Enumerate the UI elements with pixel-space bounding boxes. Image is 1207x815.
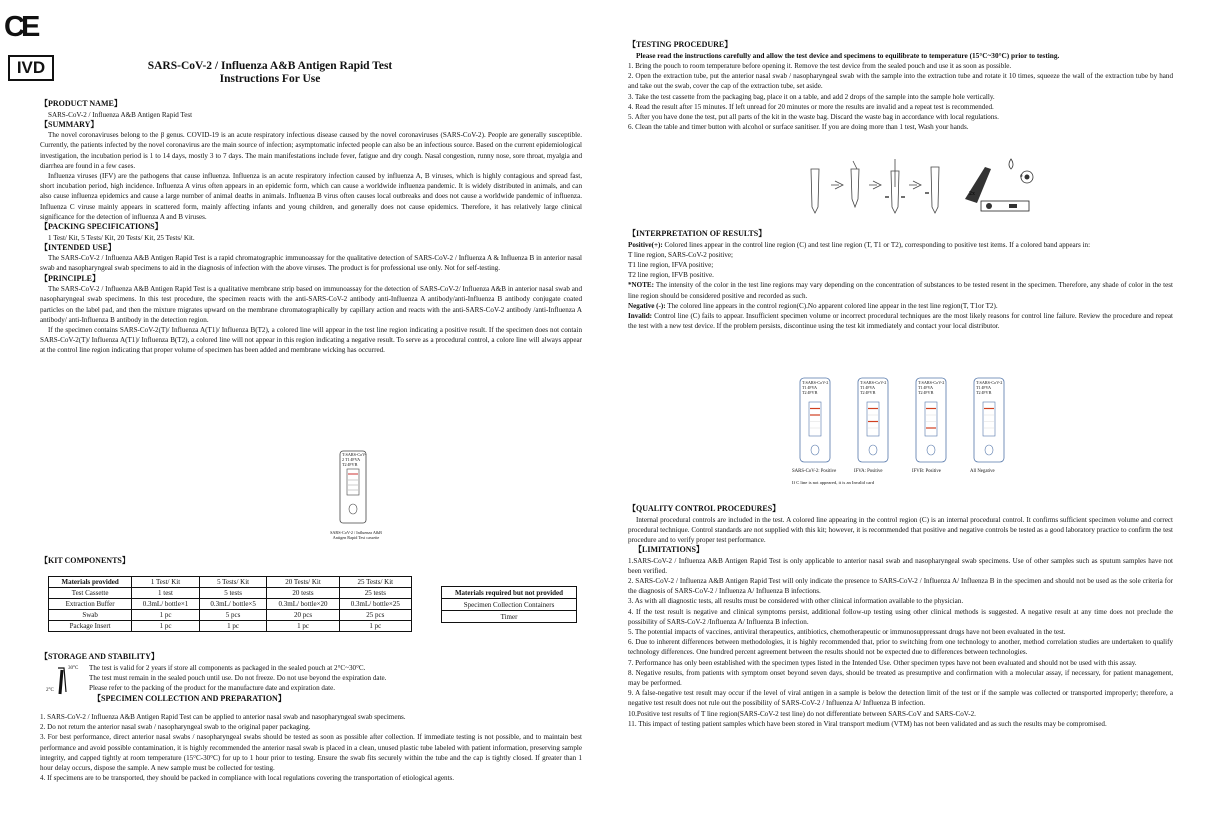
result-caption: IFVB: Positive [912, 469, 941, 474]
right-column-top [628, 40, 1173, 132]
invalid-text: Control line (C) fails to appear. Insufficient specimen volume or incorrect procedural techniques are the most likely reasons for control line failure. Review the procedure and repeat the test with a new test device. If the problem persists, discontinue using the test kit immediately and contact your local distributor. [628, 311, 1173, 331]
result-cassette [792, 376, 848, 474]
summary-paragraph-2: Influenza viruses (IFV) are the pathogens that cause influenza. Influenza is an acute respiratory infection caused by influenza A, B viruses, which is highly contagious and spread fast, short incubation period, high incidence. Influenza A virus often appears in an epidemic form, which can cause a worldwide influenza pandemic. It is widely distributed in animals, and can also cause influenza epidemics and cause a large number of animal deaths in animals. Influenza B virus often causes local outbreaks and does not cause a worldwide pandemic of influenza. Influenza C viruse mainly appears in scattered form, mainly affecting infants and young children, and generally does not cause epidemics. Therefore, it has relatively large clinical significance for the detection of influenza A and B viruses. [40, 172, 582, 221]
title-line-2: Instructions For Use [219, 73, 321, 85]
cassette-line-label: T:SARS-CoV-2 T1:IFVA T2:IFVB [860, 380, 887, 395]
left-column [40, 99, 582, 356]
limitation-item: 5. The potential impacts of vaccines, antiviral therapeutics, antibiotics, chemotherapeutic or immunosuppressant drugs have not been evaluated in the test. [628, 628, 1066, 637]
kit-table-cell: 25 pcs [339, 610, 411, 621]
specimen-item-1: 1. SARS-CoV-2 / Influenza A&B Antigen Rapid Test can be applied to anterior nasal swab and nasopharyngeal swab specimens. [40, 713, 406, 721]
kit-table-cell: 1 pc [267, 621, 339, 632]
intended-use-heading: 【INTENDED USE】 [40, 242, 116, 252]
invalid-label: Invalid: [628, 311, 653, 320]
kit-table-cell: 20 pcs [267, 610, 339, 621]
kit-components-heading: 【KIT COMPONENTS】 [40, 556, 130, 565]
materials-required-table [441, 586, 577, 623]
kit-table-header-cell: 20 Tests/ Kit [267, 577, 339, 588]
positive-label: Positive(+): [628, 240, 663, 249]
product-name-text: SARS-CoV-2 / Influenza A&B Antigen Rapid Test [48, 110, 193, 119]
positive-text: Colored lines appear in the control line region (C) and test line region (T, T1 or T2), corresponding to positive test items. If a colored band appears in: [662, 240, 1091, 249]
specimen-item-2: 2. Do not return the anterior nasal swab / nasopharyngeal swab to the original paper packaging. [40, 723, 311, 732]
specimen-section [40, 712, 582, 783]
kit-table-row [49, 610, 412, 621]
limitation-item: 9. A false-negative test result may occur if the level of viral antigen in a sample is below the detection limit of the test or if the sample was collected or transported improperly; therefore, a negative test result does not rule out the possibility of SARS-CoV-2 / Influenza A/ Influenza B infection. [628, 689, 1173, 708]
note-label: *NOTE: [628, 281, 655, 290]
temp-high-label: 30°C [68, 666, 79, 671]
result-cassette [966, 376, 1022, 474]
limitation-item: 4. If the test result is negative and clinical symptoms persist, additional follow-up testing using other clinical methods is suggested. A negative result at any time does not preclude the possibility of SARS-CoV-2 /Influenza A/ Influenza B infection. [628, 607, 1173, 626]
kit-table-cell: 0.3mL/ bottle×5 [199, 599, 267, 610]
storage-line-3: Please refer to the packing of the product for the manufacture date and expiration date. [89, 684, 336, 693]
testing-step-4: 4. Read the result after 15 minutes. If left unread for 20 minutes or more the results are invalid and a repeat test is recommended. [628, 102, 994, 111]
testing-step-3: 3. Take the test cassette from the packaging bag, place it on a table, and add 2 drops of the sample into the sample hole vertically. [628, 92, 995, 101]
kit-table-header-cell: 1 Test/ Kit [132, 577, 200, 588]
storage-line-1: The test is valid for 2 years if store all components as packaged in the sealed pouch at 2°C~30°C. [89, 664, 366, 672]
interpretation-heading: 【INTERPRETATION OF RESULTS】 [628, 229, 767, 238]
ivd-mark-logo: IVD [8, 55, 54, 81]
req-table-row: Timer [442, 611, 577, 623]
limitation-item: 2. SARS-CoV-2 / Influenza A&B Antigen Rapid Test will only indicate the presence to SARS-CoV-2 / Influenza A/ Influenza B in the specimen and should not be used as the sole criteria for the diagnosis of SARS-CoV-2 / Influenza A/ Influenza B infections. [628, 577, 1173, 596]
kit-table-cell: Extraction Buffer [49, 599, 132, 610]
kit-table-header-cell: 5 Tests/ Kit [199, 577, 267, 588]
ce-mark-logo: CE [4, 11, 37, 43]
kit-table-row [49, 599, 412, 610]
specimen-item-3: 3. For best performance, direct anterior nasal swabs / nasopharyngeal swabs should be tested as soon as possible after collection. If immediate testing is not possible, and to maintain best performance and avoid possible contamination, it is highly recommended the anterior nasal swab is placed in a clean, unused plastic tube labeled with patient information, preserving sample integrity, and capped tightly at room temperature (15°C-30°C) for up to 1 hour prior to testing. Ensure the swab fits securely within the tube and the cap is tightly closed. If greater than 1 hour delay occurs, dispose the sample. A new sample must be collected for testing. [40, 733, 582, 773]
packing-heading: 【PACKING SPECIFICATIONS】 [40, 222, 163, 232]
kit-table-cell: 1 test [132, 588, 200, 599]
result-cassette [908, 376, 964, 474]
principle-paragraph-2: If the specimen contains SARS-CoV-2(T)/ Influenza A(T1)/ Influenza B(T2), a colored line will appear in the test line region indicating a positive result. If the specimen does not contain SARS-CoV-2(T)/ Influenza A(T1)/ Influenza B(T2), a colored line will not appear in this region indicating a negative result. To serve as a procedural control, a colore line will always appear at the control line region indicating that proper volume of specimen has been added and membrane wicking has occurred. [40, 325, 582, 355]
testing-step-2: 2. Open the extraction tube, put the anterior nasal swab / nasopharyngeal swab with the sample into the extraction tube and rotate it 10 times, squeeze the wall of the extraction tube by hand and take out the swab, cover the cap of the extraction tube, set aside. [628, 72, 1173, 91]
kit-table-cell: 25 tests [339, 588, 411, 599]
limitations-list [628, 556, 1173, 729]
testing-procedure-notice: Please read the instructions carefully and allow the test device and specimens to equilibrate to temperature (15°C~30°C) prior to testing. [636, 50, 1060, 60]
positive-t1-line: T1 line region, IFVA positive; [628, 260, 714, 269]
temperature-limit-icon [44, 664, 84, 700]
testing-step-6: 6. Clean the table and timer button with alcohol or surface sanitiser. If you are doing more than 1 test, Wash your hands. [628, 123, 969, 132]
result-examples [792, 376, 1032, 486]
principle-heading: 【PRINCIPLE】 [40, 273, 101, 283]
kit-table-cell: 0.3mL/ bottle×25 [339, 599, 411, 610]
document-title [100, 60, 440, 86]
kit-table-cell: Package Insert [49, 621, 132, 632]
cassette-line-label: T:SARS-CoV-2 T1:IFVA T2:IFVB [976, 380, 1003, 395]
limitation-item: 7. Performance has only been established with the specimen types listed in the Intended Use. Other specimen types have not been evaluated and should not be used with this assay. [628, 658, 1137, 667]
kit-table-cell: 5 pcs [199, 610, 267, 621]
qc-limitations-section [628, 504, 1173, 729]
result-caption: IFVA: Positive [854, 469, 883, 474]
kit-table-cell: 1 pc [199, 621, 267, 632]
qc-heading: 【QUALITY CONTROL PROCEDURES】 [628, 504, 781, 513]
specimen-heading: 【SPECIMEN COLLECTION AND PREPARATION】 [93, 693, 286, 703]
negative-text: The colored line appears in the control region(C).No apparent colored line appear in the test line region(T, T1or T2). [665, 301, 998, 310]
limitation-item: 8. Negative results, from patients with symptom onset beyond seven days, should be treated as presumptive and confirmation with a molecular assay, if necessary, for patient management, may be performed. [628, 668, 1173, 688]
kit-table-cell: 1 pc [339, 621, 411, 632]
kit-table-header-cell: 25 Tests/ Kit [339, 577, 411, 588]
summary-heading: 【SUMMARY】 [40, 119, 99, 129]
cassette-line-label: T:SARS-CoV-2 T1:IFVA T2:IFVB [918, 380, 945, 395]
limitation-item: 10.Positive test results of T line region(SARS-CoV-2 test line) do not differentiate between SARS-CoV and SARS-CoV-2. [628, 709, 976, 718]
positive-t-line: T line region, SARS-CoV-2 positive; [628, 250, 734, 259]
principle-paragraph-1: The SARS-CoV-2 / Influenza A&B Antigen Rapid Test is a qualitative membrane strip based on immunoassay for the detection of SARS-CoV-2/ Influenza A&B in anterior nasal swab and nasopharyngeal swab specimens. In this test procedure, the specimen reacts with the anti-SARS-CoV-2 antibody anti-Influenza A antibody/anti-Influenza B antibody conjugate coated particles on the label pad, and then the mixture migrates upward on the membrane chromatographically by capillary action and reacts with the anti-SARS-CoV-2 antibody /anti-Influenza A antibody/ anti-Influenza B antibody in the detection region. [40, 285, 582, 324]
summary-paragraph-1: The novel coronaviruses belong to the β genus. COVID-19 is an acute respiratory infectious disease caused by the novel coronaviruses (SARS-CoV-2). People are generally susceptible. Currently, the patients infected by the novel coronavirus are the main source of infection; asymptomatic infected people can also be an infectious source. Based on the current epidemiological investigation, the incubation period is 1 to 14 days, mostly 3 to 7 days. The main manifestations include fever, fatigue and dry cough. Nasal congestion, runny nose, sore throat, myalgia and diarrhea are found in a few cases. [40, 131, 582, 170]
limitations-heading: 【LIMITATIONS】 [634, 545, 704, 555]
kit-table-cell: Swab [49, 610, 132, 621]
kit-table-header-row [49, 577, 412, 588]
kit-table-cell: 1 pc [132, 621, 200, 632]
cassette-line-label: T:SARS-CoV-2 T1:IFVA T2:IFVB [342, 452, 367, 467]
testing-procedure-heading: 【TESTING PROCEDURE】 [628, 40, 733, 49]
no-symbol-label: ø [1020, 174, 1023, 179]
qc-text: Internal procedural controls are included in the test. A colored line appearing in the control region (C) is an internal procedural control. It confirms sufficient specimen volume and correct procedural technique. Control standards are not supplied with this kit; however, it is recommended that positive and negative controls be tested as a good laboratory practice to confirm the test procedure and to verify proper test performance. [628, 515, 1173, 544]
drops-count-label: 2x [969, 191, 975, 197]
kit-table-cell: Test Cassette [49, 588, 132, 599]
result-caption: All Negative [970, 469, 995, 474]
packing-text: 1 Test/ Kit, 5 Tests/ Kit, 20 Tests/ Kit, 25 Tests/ Kit. [48, 233, 195, 242]
invalid-card-note: If C line is not appeared, it is an Invalid card [792, 480, 875, 485]
specimen-item-4: 4. If specimens are to be transported, they should be packed in compliance with local regulations covering the transportation of etiological agents. [40, 774, 455, 783]
intended-use-text: The SARS-CoV-2 / Influenza A&B Antigen Rapid Test is a rapid chromatographic immunoassay for the qualitative detection of SARS-CoV-2 / Influenza A & Influenza B in anterior nasal swab and nasopharyngeal swab specimens to aid in the diagnosis of infection with the above viruses. The product is for professional use only. Not for self-testing. [40, 254, 582, 273]
testing-step-5: 5. After you have done the test, put all parts of the kit in the waste bag. Discard the waste bag in accordance with local regulations. [628, 113, 999, 122]
result-cassette [850, 376, 906, 474]
title-line-1: SARS-CoV-2 / Influenza A&B Antigen Rapid Test [147, 60, 393, 72]
kit-table-row [49, 621, 412, 632]
note-text: The intensity of the color in the test line regions may vary depending on the concentration of substances to be tested resent in the specimen. Therefore, any shade of color in the test line region should be considered positive and recorded as such. [628, 281, 1173, 300]
kit-table-row [49, 588, 412, 599]
testing-step-1: 1. Bring the pouch to room temperature before opening it. Remove the test device from the sealed pouch and use it as soon as possible. [628, 62, 1012, 70]
cassette-line-label: T:SARS-CoV-2 T1:IFVA T2:IFVB [802, 380, 829, 395]
negative-label: Negative (-): [628, 301, 666, 310]
req-table-header: Materials required but not provided [442, 587, 577, 599]
kit-table-header-cell: Materials provided [49, 577, 132, 588]
positive-t2-line: T2 line region, IFVB positive. [628, 271, 714, 280]
product-name-heading: 【PRODUCT NAME】 [40, 99, 122, 108]
kit-table-cell: 0.3mL/ bottle×20 [267, 599, 339, 610]
kit-table-body [49, 588, 412, 632]
kit-table-cell: 0.3mL/ bottle×1 [132, 599, 200, 610]
principle-cassette-figure [326, 449, 386, 540]
storage-text-block [89, 663, 569, 704]
limitation-item: 6. Due to inherent differences between methodologies, it is highly recommended that, prior to switching from one technology to another, method correlation studies are undertaken to qualify technology differences. One hundred percent agreement between the results should not be expected due to differences between technologies. [628, 638, 1173, 657]
limitation-item: 11. This impact of testing patient samples which have been stored in Viral transport medium (VTM) has not been validated and as such the results may be compromised. [628, 719, 1107, 728]
result-caption: SARS-CoV-2: Positive [792, 469, 837, 474]
procedure-illustration [805, 157, 1065, 219]
limitation-item: 1.SARS-CoV-2 / Influenza A&B Antigen Rapid Test is only applicable to anterior nasal swab and nasopharyngeal swab specimens. Use of other samples such as sputum samples have not been verified. [628, 556, 1173, 575]
kit-table-cell: 1 pc [132, 610, 200, 621]
procedure-steps-graphic [805, 157, 1065, 219]
temp-low-label: 2°C [46, 688, 54, 693]
cassette-caption: SARS-CoV-2 / Influenza A&B Antigen Rapid Test cassette [330, 530, 382, 540]
kit-table-cell: 20 tests [267, 588, 339, 599]
interpretation-section [628, 229, 1173, 331]
req-table-row: Specimen Collection Containers [442, 599, 577, 611]
storage-heading: 【STORAGE AND STABILITY】 [40, 652, 159, 661]
kit-components-table [48, 576, 412, 632]
limitation-item: 3. As with all diagnostic tests, all results must be considered with other clinical information available to the physician. [628, 597, 964, 606]
storage-line-2: The test must remain in the sealed pouch until use. Do not freeze. Do not use beyond the expiration date. [89, 674, 387, 683]
kit-table-cell: 5 tests [199, 588, 267, 599]
